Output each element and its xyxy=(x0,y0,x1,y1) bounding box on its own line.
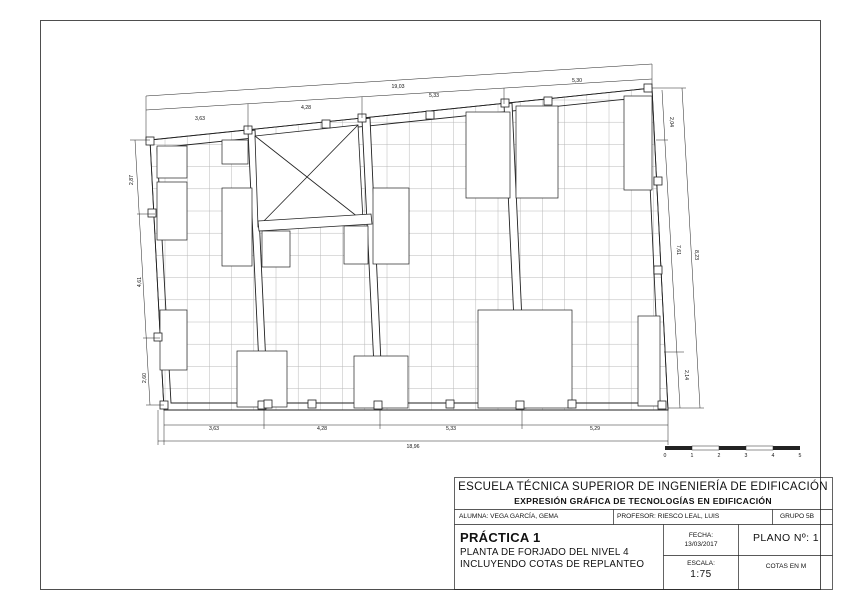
void-rect xyxy=(344,226,368,264)
plan-description-line-1: PLANTA DE FORJADO DEL NIVEL 4 xyxy=(460,547,629,558)
dim-right-segment: 2,04 xyxy=(668,116,674,128)
floor-slab xyxy=(140,80,680,412)
column xyxy=(516,401,524,409)
dim-bottom-span: 3,63 xyxy=(208,426,220,432)
scale-tick: 5 xyxy=(798,453,802,459)
column xyxy=(544,97,552,105)
scale-segment xyxy=(746,446,773,450)
units-note: COTAS EN M xyxy=(765,563,807,570)
void-rect xyxy=(516,106,558,198)
void-rect xyxy=(157,182,187,240)
void-rect xyxy=(354,356,408,408)
dim-left-segment: 2,87 xyxy=(129,174,135,186)
void-rect xyxy=(638,316,660,406)
column xyxy=(501,99,509,107)
void-rect xyxy=(262,231,290,267)
scale-tick: 3 xyxy=(744,453,748,459)
dim-bottom-span: 5,29 xyxy=(589,426,601,432)
scale-tick: 4 xyxy=(771,453,775,459)
column xyxy=(146,137,154,145)
dim-right-segment: 2,14 xyxy=(683,369,689,381)
professor-name: PROFESOR: RIESCO LEAL, LUIS xyxy=(617,513,720,520)
column xyxy=(154,333,162,341)
column xyxy=(322,120,330,128)
scale-tick: 2 xyxy=(717,453,721,459)
column xyxy=(654,266,662,274)
column xyxy=(658,401,666,409)
dim-right-total: 8,23 xyxy=(693,249,699,261)
group-label: GRUPO 5B xyxy=(780,513,815,520)
void-rect xyxy=(624,96,652,190)
plan-number: PLANO Nº: 1 xyxy=(752,532,819,544)
dim-top-span: 3,63 xyxy=(194,116,206,122)
void-rect xyxy=(222,140,248,164)
school-name: ESCUELA TÉCNICA SUPERIOR DE INGENIERÍA DE EDIFICACIÓN xyxy=(458,481,828,493)
scale-segment xyxy=(719,446,746,450)
subject-name: EXPRESIÓN GRÁFICA DE TECNOLOGÍAS EN EDIFICACIÓN xyxy=(514,496,772,506)
dim-bottom-total: 18,96 xyxy=(406,444,420,450)
scale-bar xyxy=(664,446,802,459)
void-rect xyxy=(157,146,187,178)
dim-top-span: 5,30 xyxy=(571,78,583,84)
column xyxy=(374,401,382,409)
dim-top-total: 19,03 xyxy=(391,84,405,90)
column xyxy=(264,400,272,408)
scale-label: ESCALA: xyxy=(687,560,715,567)
dim-top-span: 5,33 xyxy=(428,93,440,99)
dim-bottom-span: 5,33 xyxy=(445,426,457,432)
dim-top-span: 4,28 xyxy=(300,105,312,111)
void-rect xyxy=(160,310,187,370)
void-rect xyxy=(478,310,572,408)
dim-left-segment: 4,61 xyxy=(137,276,143,288)
scale-value: 1:75 xyxy=(690,569,712,580)
column xyxy=(446,400,454,408)
practice-title: PRÁCTICA 1 xyxy=(460,530,541,545)
scale-tick: 0 xyxy=(663,453,667,459)
void-rect xyxy=(237,351,287,407)
dim-bottom-span: 4,28 xyxy=(316,426,328,432)
date-label: FECHA: xyxy=(688,532,714,539)
dim-left-segment: 2,60 xyxy=(142,372,148,384)
dim-right-segment: 7,61 xyxy=(675,244,681,256)
column xyxy=(308,400,316,408)
column xyxy=(644,84,652,92)
scale-segment xyxy=(692,446,719,450)
column xyxy=(654,177,662,185)
scale-tick: 1 xyxy=(690,453,694,459)
void-rect xyxy=(373,188,409,264)
opening-outline xyxy=(255,125,363,227)
floor-opening xyxy=(255,125,372,231)
plan-description-line-2: INCLUYENDO COTAS DE REPLANTEO xyxy=(460,559,645,570)
date-value: 13/03/2017 xyxy=(684,541,718,548)
scale-segment xyxy=(665,446,692,450)
void-rect xyxy=(466,112,510,198)
scale-segment xyxy=(773,446,800,450)
student-name: ALUMNA: VEGA GARCÍA, GEMA xyxy=(459,513,559,520)
column xyxy=(568,400,576,408)
column xyxy=(426,111,434,119)
column xyxy=(148,209,156,217)
void-rect xyxy=(222,188,252,266)
